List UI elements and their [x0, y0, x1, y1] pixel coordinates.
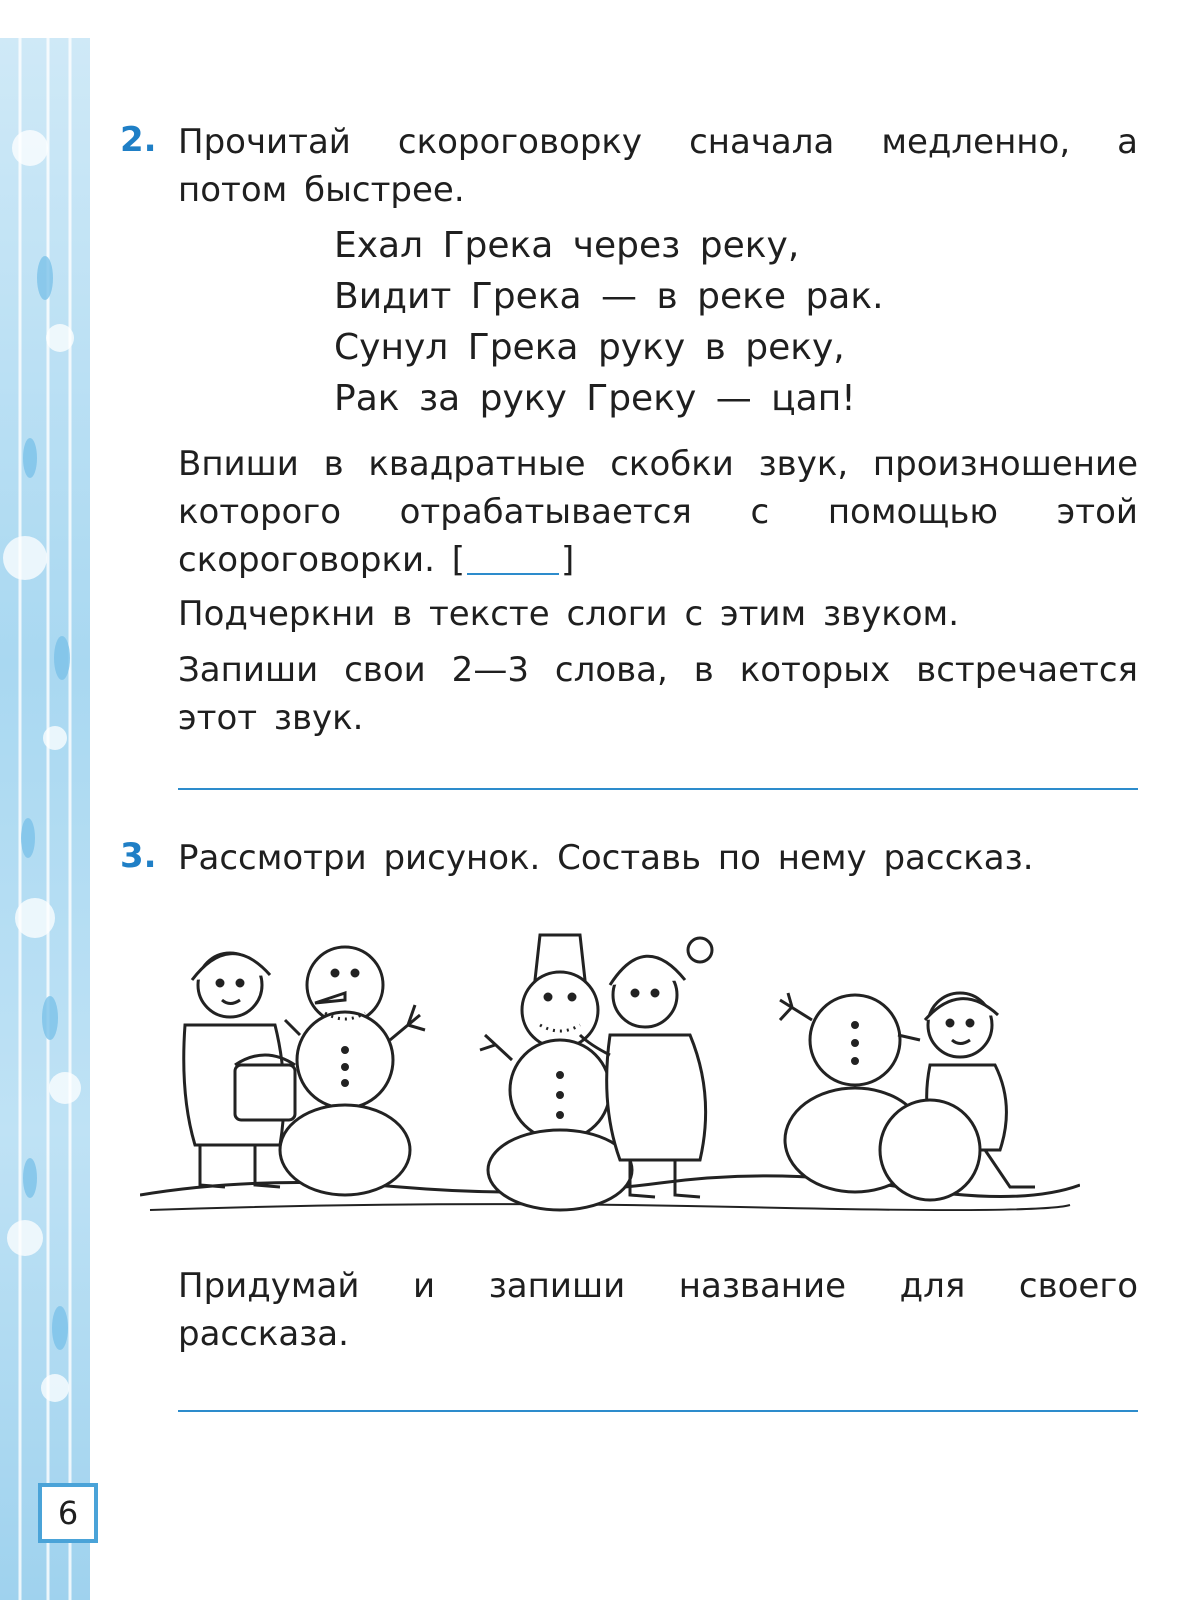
poem-line: Сунул Грека руку в реку,	[334, 327, 845, 368]
exercise-3-number: 3.	[120, 836, 157, 876]
bracket-open: [	[451, 540, 466, 580]
exercise-2-task-words: Запиши свои 2—3 слова, в которых встречается этот звук.	[178, 650, 1138, 738]
decorative-side-strip	[0, 38, 90, 1600]
snowman-icon	[280, 947, 425, 1195]
poem-line: Ехал Грека через реку,	[334, 225, 800, 266]
exercise-2-task-sound	[178, 440, 1138, 584]
sound-answer-blank[interactable]	[467, 543, 559, 575]
poem-line: Рак за руку Греку — цап!	[334, 378, 856, 419]
exercise-3-instruction: Рассмотри рисунок. Составь по нему рассказ.	[178, 838, 1034, 878]
exercise-2-number: 2.	[120, 120, 157, 160]
exercise-3-task-title: Придумай и запиши название для своего рассказа.	[178, 1266, 1138, 1354]
tongue-twister-poem	[334, 220, 884, 424]
answer-line-title[interactable]	[178, 1410, 1138, 1412]
child-with-bucket-icon	[184, 953, 295, 1187]
task-sound-text: Впиши в квадратные скобки звук, произношение которого отрабатывается с помощью этой скороговорки.	[178, 444, 1138, 580]
exercise-2-task-underline: Подчеркни в тексте слоги с этим звуком.	[178, 594, 960, 634]
poem-line: Видит Грека — в реке рак.	[334, 276, 884, 317]
child-rolling-snowball-icon	[880, 993, 1035, 1200]
snowmen-illustration	[140, 925, 1080, 1229]
answer-line-words[interactable]	[178, 788, 1138, 790]
bracket-close: ]	[561, 540, 575, 580]
page-number: 6	[38, 1483, 98, 1543]
flower-pattern-icon	[0, 38, 90, 1600]
exercise-2-instruction: Прочитай скороговорку сначала медленно, а потом быстрее.	[178, 122, 1138, 210]
